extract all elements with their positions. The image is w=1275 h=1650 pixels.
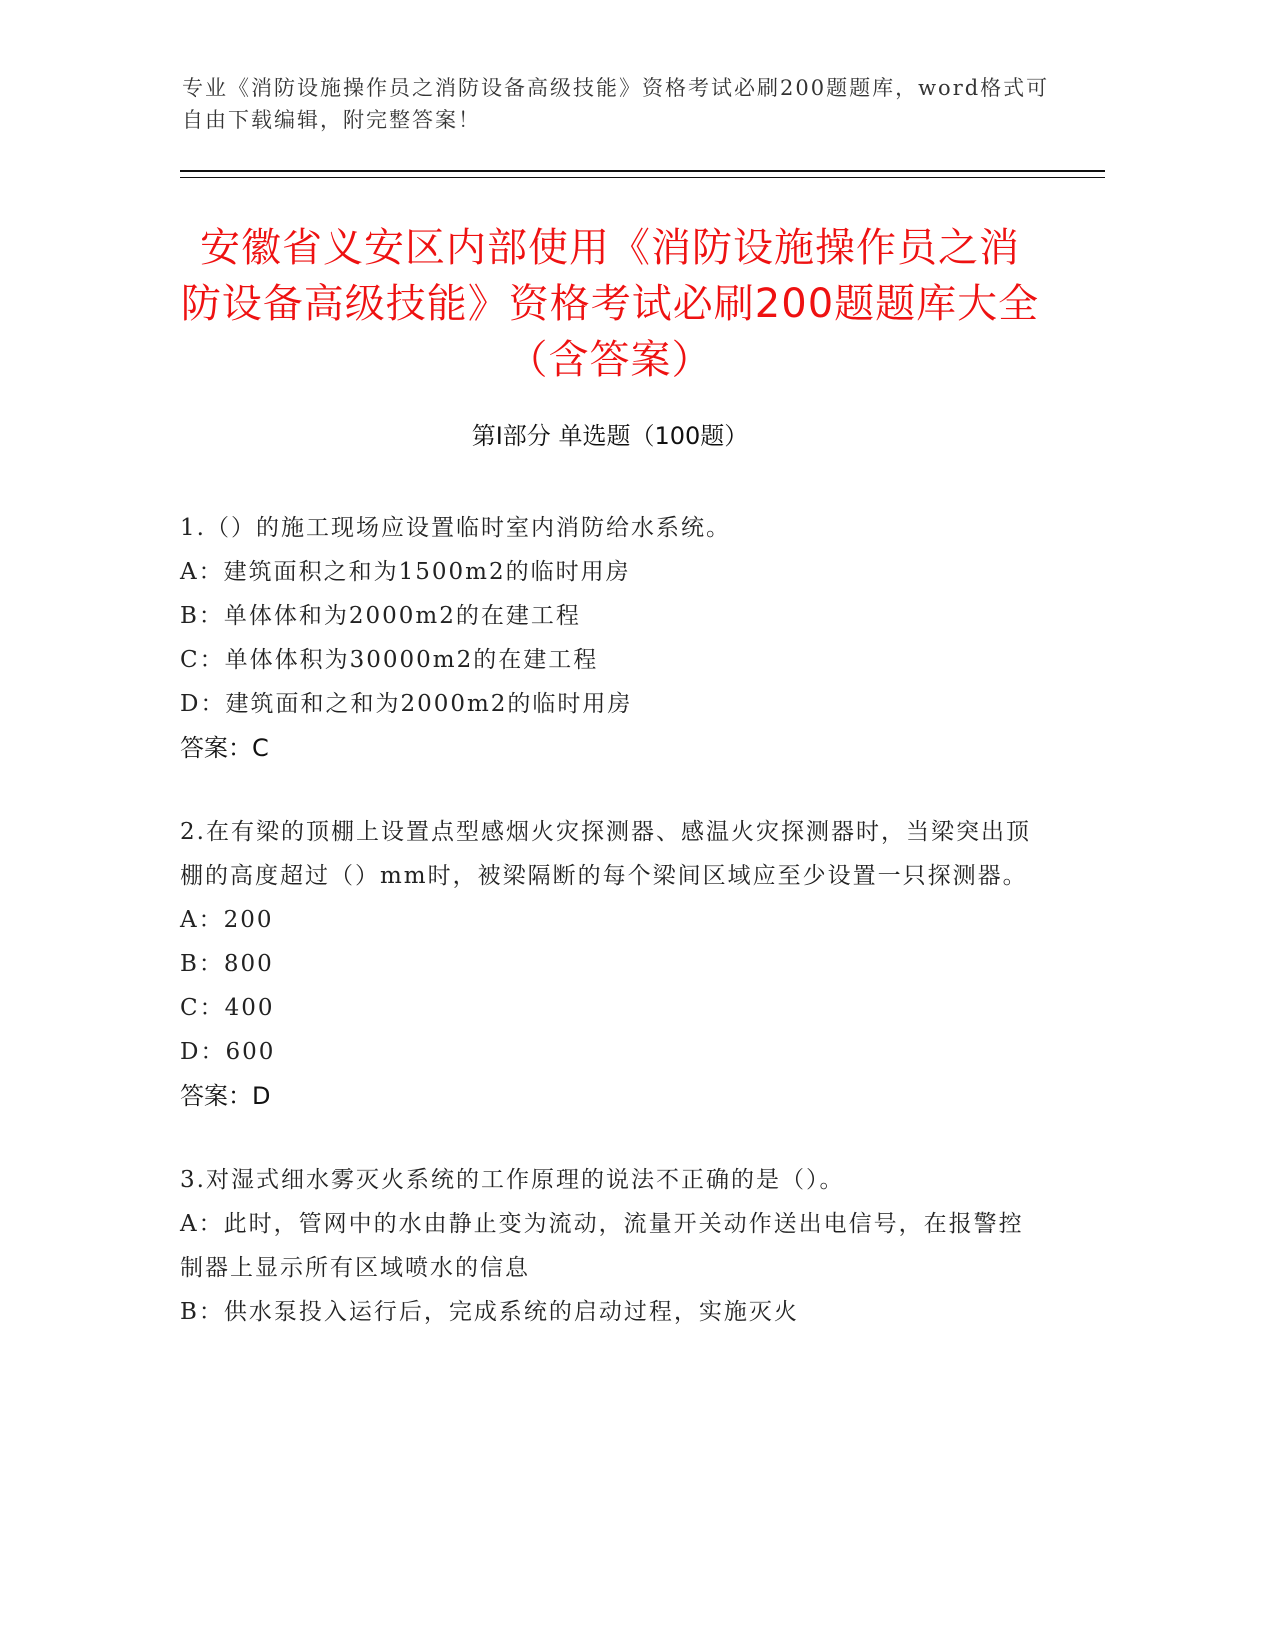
option-a: A：建筑面积之和为1500m2的临时用房	[180, 559, 631, 585]
header-note: 专业《消防设施操作员之消防设备高级技能》资格考试必刷200题题库，word格式可自由下载编辑，附完整答案！	[182, 76, 1050, 132]
option-a: A：200	[180, 907, 274, 933]
option-b: B：供水泵投入运行后，完成系统的启动过程，实施灭火	[180, 1299, 799, 1325]
option-b: B：单体体和为2000m2的在建工程	[180, 603, 581, 629]
answer: 答案：D	[180, 1082, 271, 1110]
option-c: C：单体体积为30000m2的在建工程	[180, 647, 599, 673]
option-c: C：400	[180, 995, 275, 1021]
question-stem: 3.对湿式细水雾灭火系统的工作原理的说法不正确的是（）。	[180, 1167, 845, 1193]
header-divider-thin	[180, 177, 1105, 178]
question-3	[180, 1158, 1040, 1334]
option-d: D：建筑面和之和为2000m2的临时用房	[180, 691, 633, 717]
header-divider-thick	[180, 170, 1105, 172]
answer: 答案：C	[180, 734, 269, 762]
option-a: A：此时，管网中的水由静止变为流动，流量开关动作送出电信号，在报警控制器上显示所有区域喷水的信息	[180, 1211, 1024, 1281]
question-1	[180, 506, 1040, 770]
option-d: D：600	[180, 1039, 276, 1065]
question-stem: 2.在有梁的顶棚上设置点型感烟火灾探测器、感温火灾探测器时，当梁突出顶棚的高度超过（）mm时，被梁隔断的每个梁间区域应至少设置一只探测器。	[180, 819, 1031, 889]
option-b: B：800	[180, 951, 274, 977]
section-title: 第Ⅰ部分 单选题（100题）	[471, 422, 749, 450]
document-title: 安徽省义安区内部使用《消防设施操作员之消防设备高级技能》资格考试必刷200题题库大全（含答案）	[180, 225, 1040, 383]
question-list	[180, 506, 1040, 1374]
question-stem: 1.（）的施工现场应设置临时室内消防给水系统。	[180, 515, 731, 541]
question-2	[180, 810, 1040, 1118]
